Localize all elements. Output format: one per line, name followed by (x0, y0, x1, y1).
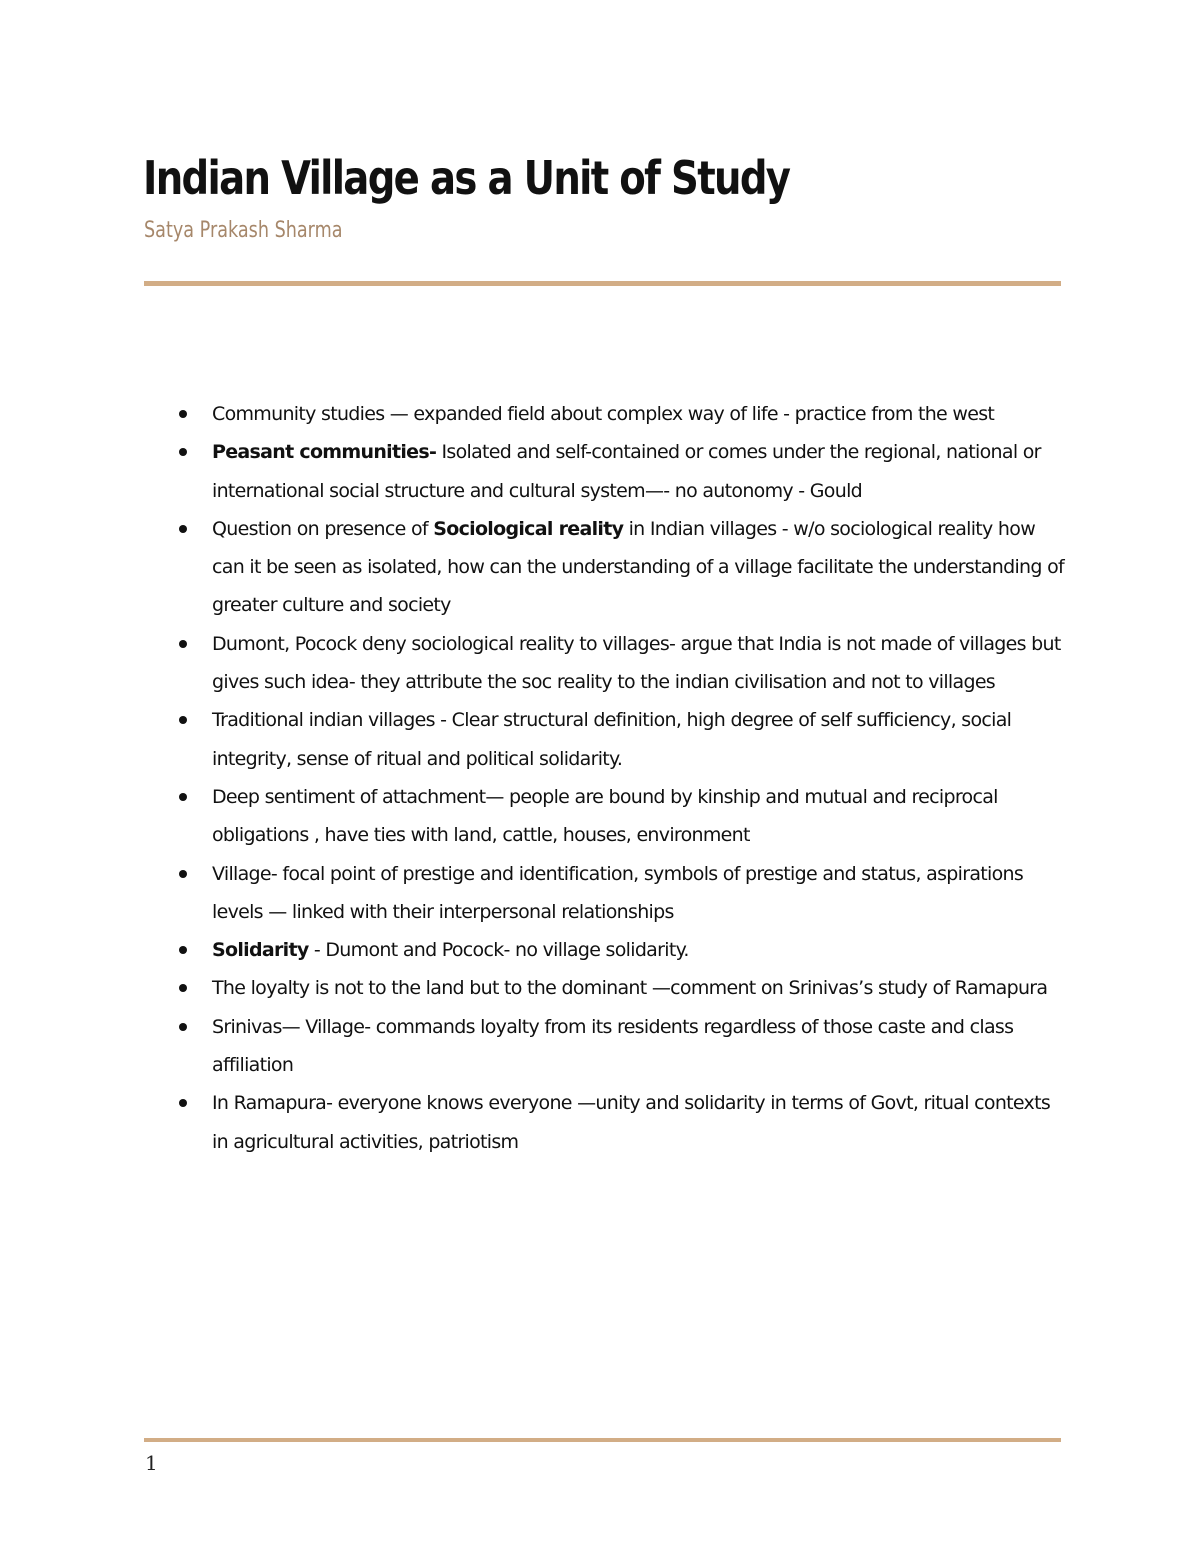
list-item-text: In Ramapura- everyone knows everyone —unity and solidarity in terms of Govt, ritual contexts in agricultural activities, patriotism (212, 1092, 1051, 1153)
document-author: Satya Prakash Sharma (144, 218, 343, 243)
list-item-text: Village- focal point of prestige and identification, symbols of prestige and status, aspirations levels — linked with their interpersonal relationships (212, 862, 1024, 923)
list-item-text: - Dumont and Pocock- no village solidarity. (308, 939, 689, 962)
bullet-icon (179, 448, 187, 456)
list-item-text: Deep sentiment of attachment— people are bound by kinship and mutual and reciprocal obligations , have ties with land, cattle, houses, environment (212, 785, 998, 847)
list-item-term: Peasant communities- (212, 441, 437, 464)
list-item-text: Srinivas— Village- commands loyalty from its residents regardless of those caste and class affiliation (212, 1015, 1014, 1077)
list-item (176, 625, 1071, 702)
list-item (176, 701, 1071, 778)
list-item (176, 1008, 1071, 1085)
list-item (176, 969, 1071, 1007)
list-item-term: Sociological reality (433, 517, 624, 540)
list-item (176, 855, 1071, 932)
bullet-icon (179, 984, 187, 992)
page-number: 1 (145, 1451, 158, 1475)
list-item-text: in Indian villages - w/o sociological reality how can it be seen as isolated, how can the understanding of a village facilitate the understanding of greater culture and society (212, 517, 1065, 617)
bullet-icon (179, 525, 187, 533)
bullet-icon (179, 1099, 187, 1107)
list-item (176, 510, 1071, 625)
footer-divider (144, 1438, 1061, 1442)
bullet-icon (179, 793, 187, 801)
list-item-text: Traditional indian villages - Clear structural definition, high degree of self sufficiency, social integrity, sense of ritual and political solidarity. (212, 709, 1012, 770)
list-item (176, 433, 1071, 510)
list-item-text: The loyalty is not to the land but to the dominant —comment on Srinivas’s study of Ramapura (212, 977, 1048, 1000)
header-divider (144, 281, 1061, 286)
bullet-icon (179, 1023, 187, 1031)
list-item (176, 395, 1071, 433)
list-item-term: Solidarity (212, 939, 309, 962)
list-item-text: Community studies — expanded field about complex way of life - practice from the west (212, 403, 995, 425)
list-item-text: Isolated and self-contained or comes under the regional, national or international social structure and cultural system—- no autonomy - Gould (212, 441, 1041, 502)
bullet-icon (179, 716, 187, 724)
list-item (176, 931, 1071, 969)
list-item-prefix: Question on presence of (212, 517, 434, 540)
notes-list (176, 395, 1071, 1161)
list-item (176, 778, 1071, 855)
list-item-text: Dumont, Pocock deny sociological reality to villages- argue that India is not made of villages but gives such idea- they attribute the soc reality to the indian civilisation and not to villages (212, 632, 1061, 694)
bullet-icon (179, 640, 187, 648)
bullet-icon (179, 946, 187, 954)
document-title: Indian Village as a Unit of Study (143, 151, 790, 205)
bullet-icon (179, 410, 187, 418)
bullet-icon (179, 870, 187, 878)
list-item (176, 1084, 1071, 1161)
